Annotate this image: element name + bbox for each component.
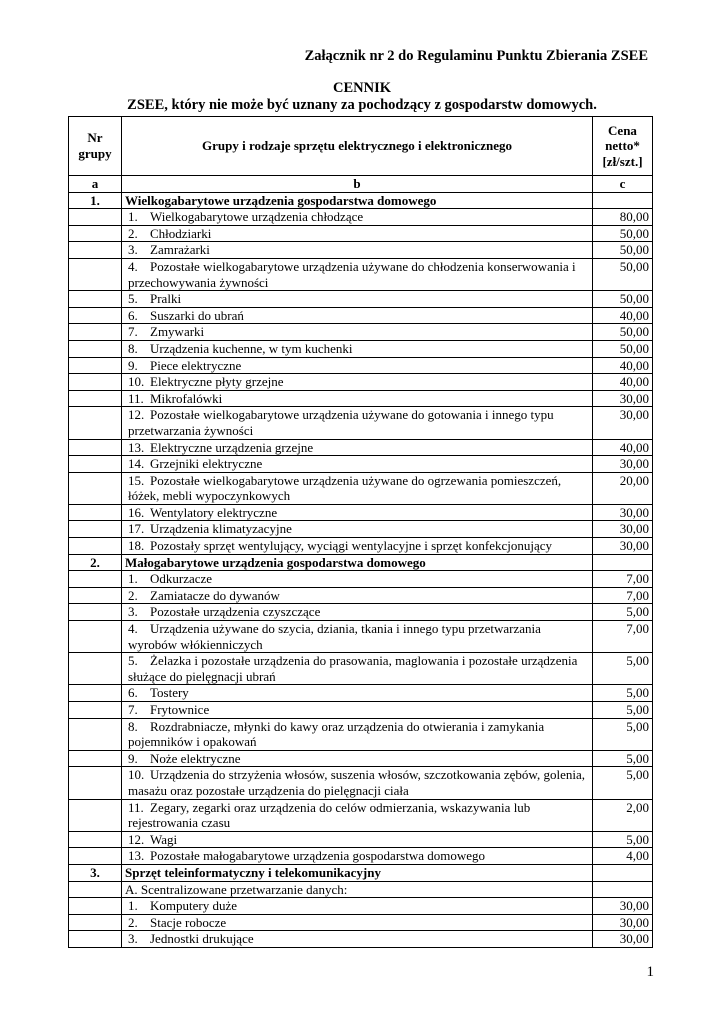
item-number: 15. <box>128 472 145 488</box>
item-label-cell <box>122 587 593 604</box>
item-row <box>69 750 653 767</box>
item-number: 2. <box>128 587 138 603</box>
empty-cell <box>69 225 122 242</box>
letter-a: a <box>69 176 122 193</box>
empty-cell <box>69 374 122 391</box>
item-label: Odkurzacze <box>150 571 213 587</box>
group-price <box>593 554 653 571</box>
empty-cell <box>69 504 122 521</box>
item-number: 16. <box>128 504 145 520</box>
item-row <box>69 390 653 407</box>
item-price: 5,00 <box>593 767 653 799</box>
item-label: Rozdrabniacze, młynki do kawy oraz urządzenia do otwierania i zamykania pojemników i opakowań <box>128 718 545 750</box>
empty-cell <box>69 291 122 308</box>
item-price: 5,00 <box>593 718 653 750</box>
group-number: 1. <box>69 192 122 209</box>
item-label-cell <box>122 702 593 719</box>
item-label-cell <box>122 374 593 391</box>
subheading: A. Scentralizowane przetwarzanie danych: <box>122 881 593 898</box>
item-label: Pozostałe urządzenia czyszczące <box>150 604 321 620</box>
group-name: Wielkogabarytowe urządzenia gospodarstwa domowego <box>122 192 593 209</box>
item-row <box>69 307 653 324</box>
item-row <box>69 767 653 799</box>
item-label-cell <box>122 621 593 653</box>
item-price: 30,00 <box>593 407 653 439</box>
empty-cell <box>69 439 122 456</box>
empty-cell <box>69 390 122 407</box>
item-price: 50,00 <box>593 340 653 357</box>
item-label: Pozostałe wielkogabarytowe urządzenia używane do chłodzenia konserwowania i przechowywania żywności <box>128 258 576 290</box>
item-row <box>69 357 653 374</box>
letter-b: b <box>122 176 593 193</box>
header-nr: Nr grupy <box>69 117 122 176</box>
group-row <box>69 864 653 881</box>
item-label: Pozostały sprzęt wentylujący, wyciągi wentylacyjne i sprzęt konfekcjonujący <box>150 538 553 554</box>
item-label-cell <box>122 831 593 848</box>
page-number: 1 <box>646 964 654 980</box>
item-label-cell <box>122 439 593 456</box>
item-row <box>69 621 653 653</box>
item-label: Jednostki drukujące <box>150 931 254 947</box>
item-row <box>69 374 653 391</box>
item-row <box>69 898 653 915</box>
item-price: 20,00 <box>593 472 653 504</box>
item-number: 1. <box>128 571 138 587</box>
item-label-cell <box>122 291 593 308</box>
item-label-cell <box>122 538 593 555</box>
item-price: 30,00 <box>593 931 653 948</box>
item-label: Noże elektryczne <box>150 750 241 766</box>
item-label-cell <box>122 258 593 290</box>
item-label: Zmywarki <box>150 324 205 340</box>
item-price: 40,00 <box>593 307 653 324</box>
item-price: 4,00 <box>593 848 653 865</box>
item-number: 5. <box>128 653 138 669</box>
item-number: 9. <box>128 357 138 373</box>
group-price <box>593 192 653 209</box>
item-label: Zegary, zegarki oraz urządzenia do celów odmierzania, wskazywania lub rejestrowania czasu <box>128 799 531 831</box>
item-row <box>69 521 653 538</box>
item-price: 2,00 <box>593 799 653 831</box>
item-label: Pozostałe małogabarytowe urządzenia gospodarstwa domowego <box>150 848 486 864</box>
item-price: 30,00 <box>593 914 653 931</box>
item-row <box>69 587 653 604</box>
header-groups: Grupy i rodzaje sprzętu elektrycznego i elektronicznego <box>122 117 593 176</box>
item-label: Elektryczne płyty grzejne <box>150 374 284 390</box>
item-number: 6. <box>128 685 138 701</box>
header-price: Cena netto* [zł/szt.] <box>593 117 653 176</box>
item-label: Frytownice <box>150 702 210 717</box>
item-label: Pozostałe wielkogabarytowe urządzenia używane do ogrzewania pomieszczeń, łóżek, mebli wypoczynkowych <box>128 472 562 504</box>
item-price: 40,00 <box>593 357 653 374</box>
item-label-cell <box>122 914 593 931</box>
empty-cell <box>69 521 122 538</box>
empty-cell <box>69 718 122 750</box>
item-label-cell <box>122 225 593 242</box>
item-price: 30,00 <box>593 504 653 521</box>
item-label-cell <box>122 718 593 750</box>
empty-cell <box>69 407 122 439</box>
empty-cell <box>69 258 122 290</box>
item-row <box>69 685 653 702</box>
item-number: 13. <box>128 848 145 864</box>
group-name: Małogabarytowe urządzenia gospodarstwa domowego <box>122 554 593 571</box>
item-number: 8. <box>128 718 138 734</box>
item-number: 12. <box>128 407 145 423</box>
item-row <box>69 291 653 308</box>
item-price: 30,00 <box>593 390 653 407</box>
empty-cell <box>69 472 122 504</box>
subheading-row <box>69 881 653 898</box>
item-row <box>69 456 653 473</box>
letter-c: c <box>593 176 653 193</box>
item-label: Urządzenia klimatyzacyjne <box>150 521 292 537</box>
item-label: Zamiatacze do dywanów <box>150 587 280 603</box>
empty-cell <box>69 604 122 621</box>
item-price: 40,00 <box>593 374 653 391</box>
item-row <box>69 324 653 341</box>
item-price: 30,00 <box>593 898 653 915</box>
item-label: Urządzenia używane do szycia, dziania, tkania i innego typu przetwarzania wyrobów włókienniczych <box>128 621 541 652</box>
item-price: 50,00 <box>593 225 653 242</box>
item-number: 10. <box>128 374 145 390</box>
group-number: 2. <box>69 554 122 571</box>
item-label-cell <box>122 931 593 948</box>
empty-cell <box>69 242 122 259</box>
empty-cell <box>69 571 122 588</box>
empty-cell <box>69 653 122 685</box>
item-number: 7. <box>128 324 138 340</box>
empty-cell <box>69 914 122 931</box>
item-label: Zamrażarki <box>150 242 210 258</box>
item-number: 4. <box>128 621 138 637</box>
empty-cell <box>69 340 122 357</box>
group-name: Sprzęt teleinformatyczny i telekomunikacyjny <box>122 864 593 881</box>
item-label-cell <box>122 653 593 685</box>
item-number: 8. <box>128 340 138 356</box>
item-label-cell <box>122 750 593 767</box>
item-price: 5,00 <box>593 702 653 719</box>
item-price: 80,00 <box>593 209 653 226</box>
item-number: 2. <box>128 914 138 930</box>
item-label: Komputery duże <box>150 898 238 914</box>
item-number: 3. <box>128 931 138 947</box>
group-price <box>593 864 653 881</box>
item-label: Piece elektryczne <box>150 357 242 373</box>
price-table <box>68 116 653 948</box>
item-number: 4. <box>128 258 138 274</box>
item-label: Chłodziarki <box>150 225 212 241</box>
item-price: 50,00 <box>593 258 653 290</box>
item-row <box>69 571 653 588</box>
group-row <box>69 554 653 571</box>
item-label-cell <box>122 307 593 324</box>
item-label: Stacje robocze <box>150 914 227 930</box>
empty-cell <box>69 898 122 915</box>
group-row <box>69 192 653 209</box>
item-label: Wielkogabarytowe urządzenia chłodzące <box>150 209 364 225</box>
empty-cell <box>69 209 122 226</box>
item-label: Pralki <box>150 291 182 307</box>
empty-cell <box>69 324 122 341</box>
item-label-cell <box>122 848 593 865</box>
item-number: 3. <box>128 604 138 620</box>
empty-cell <box>69 587 122 604</box>
item-label: Żelazka i pozostałe urządzenia do prasowania, maglowania i pozostałe urządzenia służące do pielęgnacji ubrań <box>128 653 578 684</box>
item-label-cell <box>122 767 593 799</box>
empty-cell <box>69 538 122 555</box>
item-number: 17. <box>128 521 145 537</box>
item-label-cell <box>122 604 593 621</box>
item-price: 7,00 <box>593 621 653 653</box>
item-number: 9. <box>128 750 138 766</box>
empty-cell <box>69 767 122 799</box>
item-label-cell <box>122 209 593 226</box>
item-number: 18. <box>128 538 145 554</box>
item-number: 5. <box>128 291 138 307</box>
empty-cell <box>593 881 653 898</box>
item-label-cell <box>122 504 593 521</box>
item-label-cell <box>122 407 593 439</box>
item-label-cell <box>122 571 593 588</box>
item-row <box>69 831 653 848</box>
item-row <box>69 653 653 685</box>
empty-cell <box>69 881 122 898</box>
item-row <box>69 799 653 831</box>
item-row <box>69 407 653 439</box>
item-label-cell <box>122 799 593 831</box>
item-label: Elektryczne urządzenia grzejne <box>150 439 314 455</box>
item-number: 3. <box>128 242 138 258</box>
document-title <box>0 80 724 114</box>
item-number: 11. <box>128 390 144 406</box>
item-price: 50,00 <box>593 242 653 259</box>
item-label: Wagi <box>150 831 178 847</box>
item-row <box>69 848 653 865</box>
empty-cell <box>69 621 122 653</box>
item-price: 40,00 <box>593 439 653 456</box>
item-price: 5,00 <box>593 750 653 767</box>
item-label-cell <box>122 390 593 407</box>
item-price: 50,00 <box>593 291 653 308</box>
empty-cell <box>69 848 122 865</box>
item-label-cell <box>122 472 593 504</box>
item-row <box>69 702 653 719</box>
item-label-cell <box>122 357 593 374</box>
empty-cell <box>69 931 122 948</box>
item-row <box>69 225 653 242</box>
item-row <box>69 504 653 521</box>
empty-cell <box>69 456 122 473</box>
item-row <box>69 914 653 931</box>
item-label: Wentylatory elektryczne <box>150 504 278 520</box>
title-line-1: CENNIK <box>332 80 391 96</box>
item-label-cell <box>122 521 593 538</box>
item-label-cell <box>122 898 593 915</box>
item-row <box>69 604 653 621</box>
item-price: 30,00 <box>593 456 653 473</box>
item-label: Tostery <box>150 685 189 701</box>
item-label-cell <box>122 456 593 473</box>
title-line-2: ZSEE, który nie może być uznany za pochodzący z gospodarstw domowych. <box>127 97 597 113</box>
item-row <box>69 439 653 456</box>
item-number: 6. <box>128 307 138 323</box>
group-number: 3. <box>69 864 122 881</box>
item-number: 1. <box>128 898 138 914</box>
item-price: 50,00 <box>593 324 653 341</box>
item-row <box>69 931 653 948</box>
item-price: 30,00 <box>593 521 653 538</box>
item-label-cell <box>122 242 593 259</box>
item-label: Pozostałe wielkogabarytowe urządzenia używane do gotowania i innego typu przetwarzania żywności <box>128 407 554 438</box>
item-label-cell <box>122 340 593 357</box>
item-price: 5,00 <box>593 653 653 685</box>
annex-heading: Załącznik nr 2 do Regulaminu Punktu Zbierania ZSEE <box>304 48 648 64</box>
empty-cell <box>69 307 122 324</box>
item-number: 7. <box>128 702 138 717</box>
item-price: 5,00 <box>593 604 653 621</box>
item-price: 5,00 <box>593 685 653 702</box>
table-header-row <box>69 117 653 176</box>
empty-cell <box>69 799 122 831</box>
empty-cell <box>69 357 122 374</box>
item-label: Urządzenia do strzyżenia włosów, suszenia włosów, szczotkowania zębów, golenia, masażu oraz pozostałe urządzenia do pielęgnacji ciała <box>128 767 585 798</box>
item-number: 11. <box>128 799 144 815</box>
item-number: 13. <box>128 439 145 455</box>
table-body <box>69 192 653 947</box>
empty-cell <box>69 702 122 719</box>
item-row <box>69 340 653 357</box>
item-row <box>69 258 653 290</box>
item-row <box>69 718 653 750</box>
item-number: 2. <box>128 225 138 241</box>
item-label: Suszarki do ubrań <box>150 307 244 323</box>
item-label: Grzejniki elektryczne <box>150 456 263 472</box>
table-letter-row <box>69 176 653 193</box>
item-row <box>69 538 653 555</box>
item-row <box>69 242 653 259</box>
empty-cell <box>69 685 122 702</box>
empty-cell <box>69 831 122 848</box>
item-number: 12. <box>128 831 145 847</box>
item-price: 7,00 <box>593 587 653 604</box>
item-price: 7,00 <box>593 571 653 588</box>
item-number: 1. <box>128 209 138 225</box>
item-price: 5,00 <box>593 831 653 848</box>
item-label: Mikrofalówki <box>150 390 223 406</box>
item-row <box>69 472 653 504</box>
item-label: Urządzenia kuchenne, w tym kuchenki <box>150 340 353 356</box>
item-label-cell <box>122 685 593 702</box>
item-number: 14. <box>128 456 145 472</box>
item-row <box>69 209 653 226</box>
item-label-cell <box>122 324 593 341</box>
item-price: 30,00 <box>593 538 653 555</box>
item-number: 10. <box>128 767 145 783</box>
empty-cell <box>69 750 122 767</box>
